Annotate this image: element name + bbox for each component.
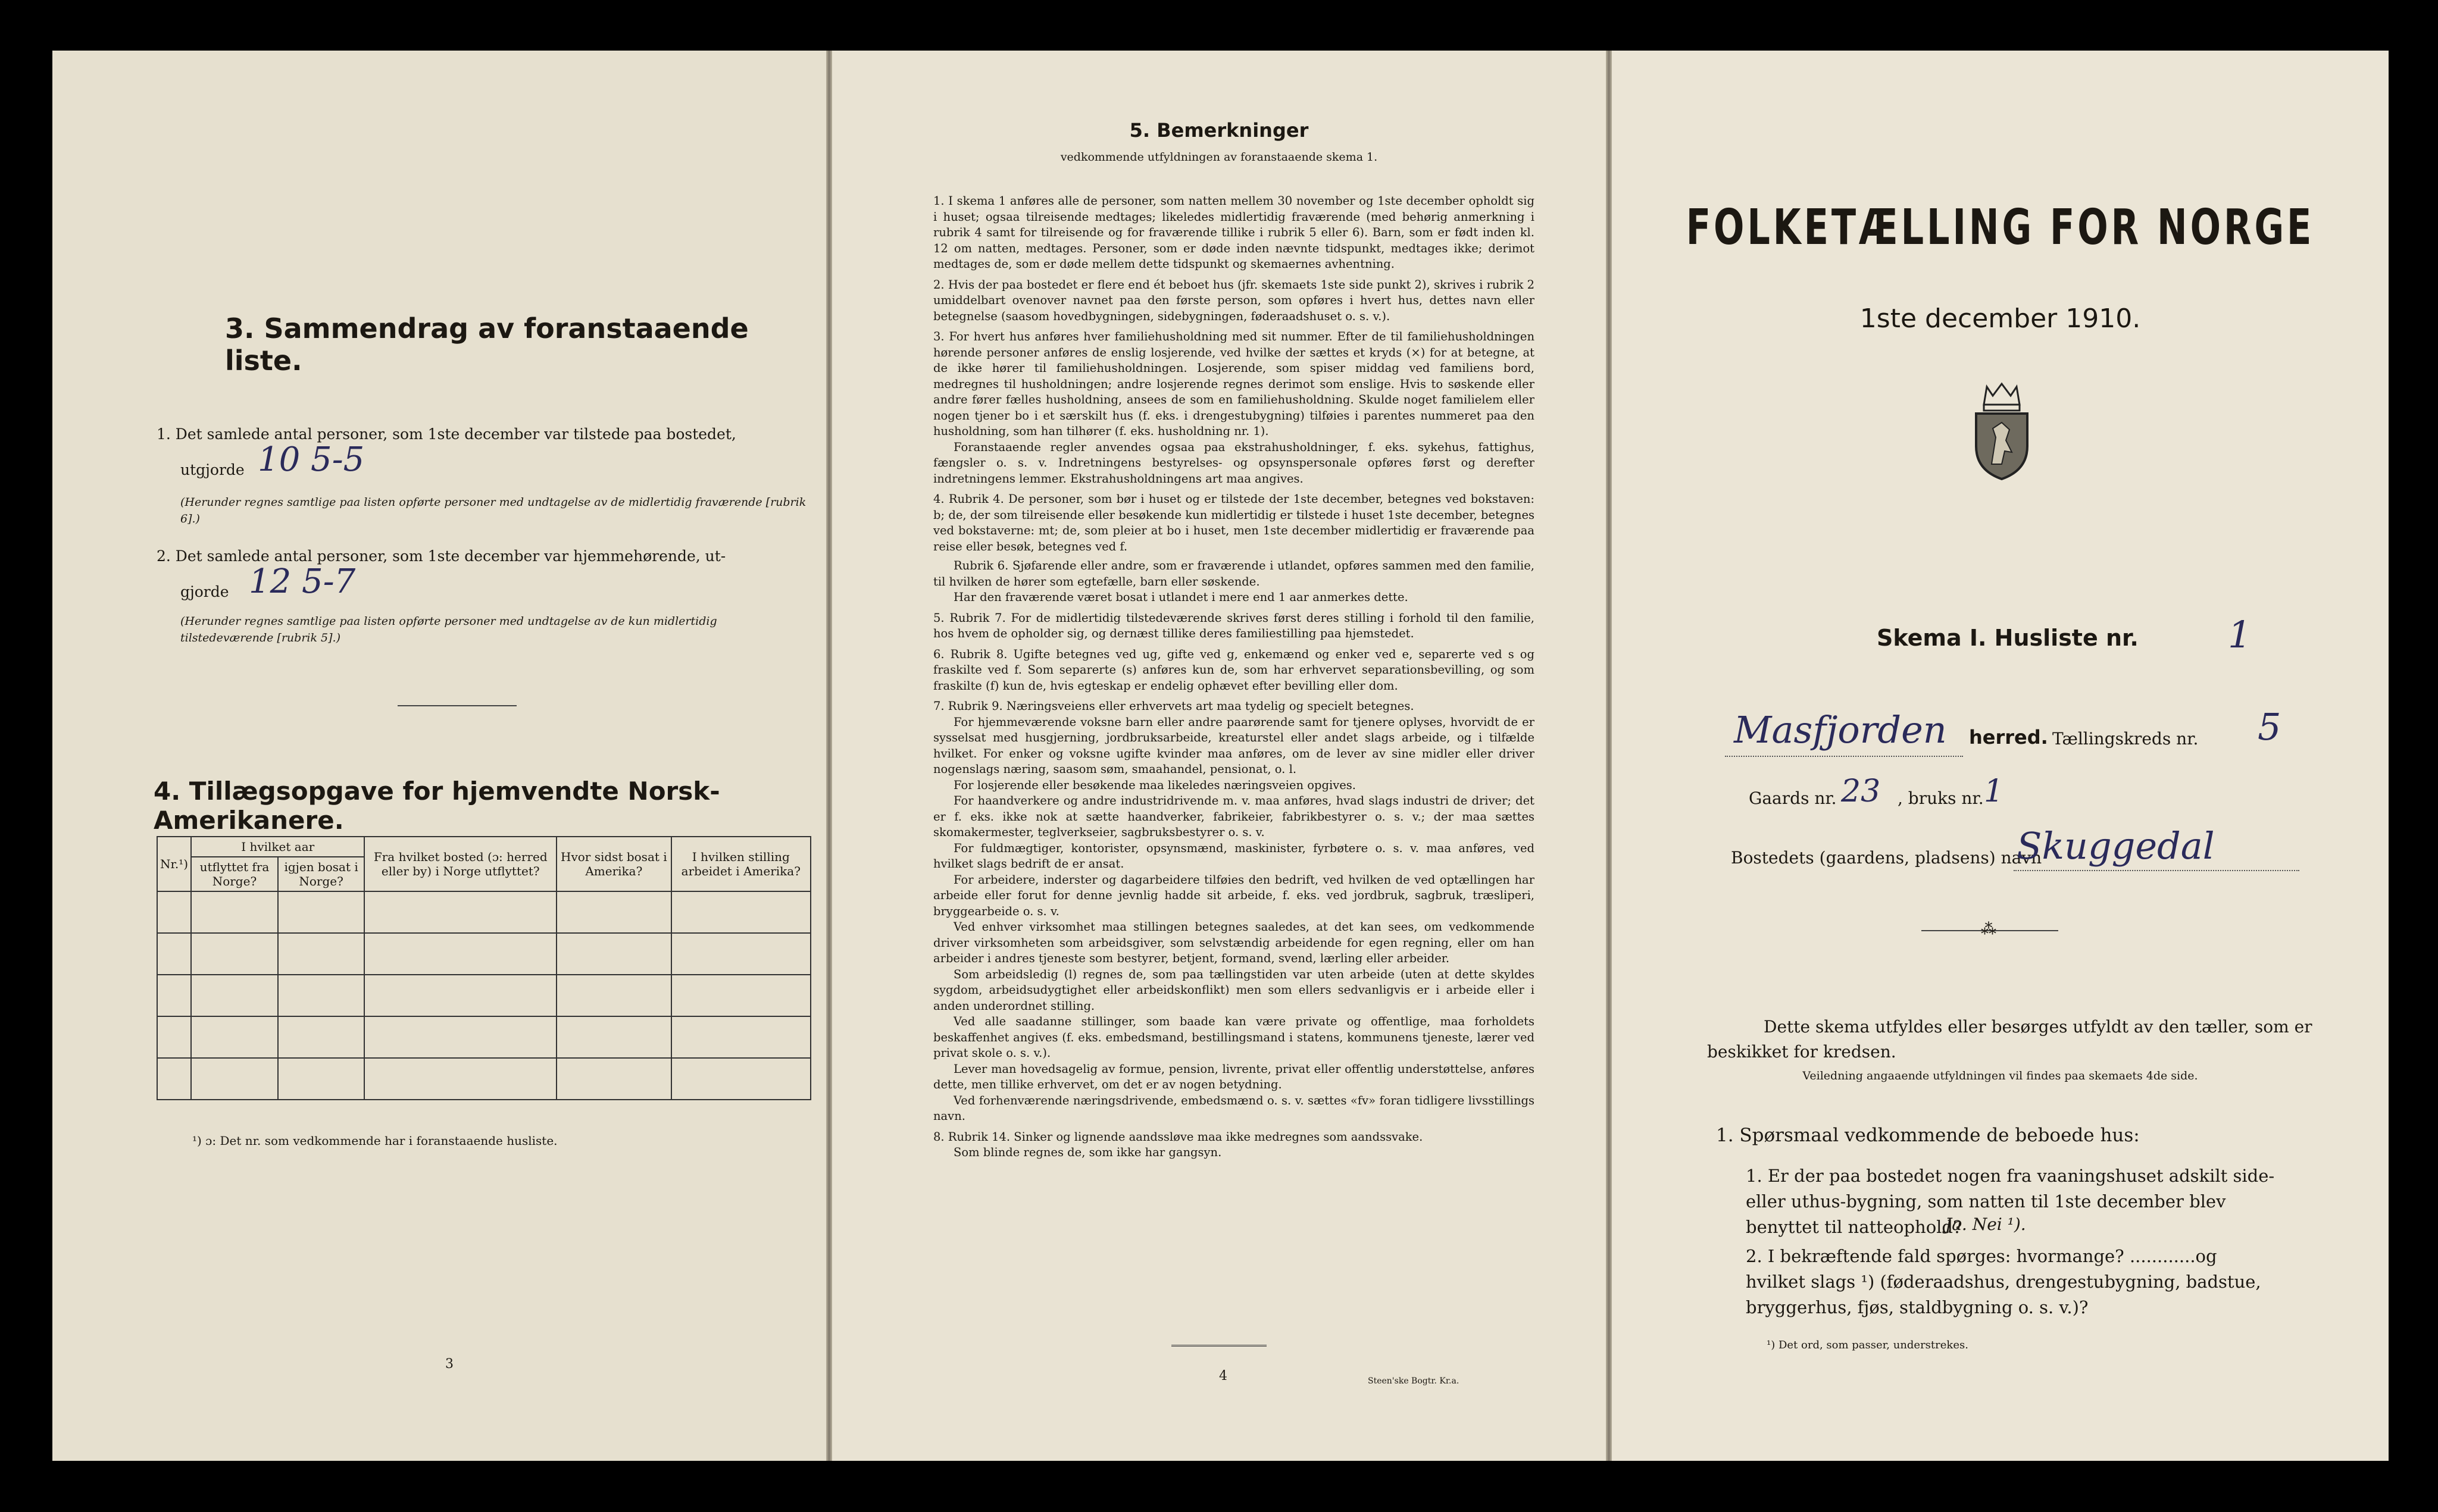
remark-paragraph: Ved forhenværende næringsdrivende, embedsmænd o. s. v. sættes «fv» foran tidligere livsstillings navn. — [933, 1093, 1534, 1123]
page-3 — [52, 51, 826, 1461]
bruks-value: 1 — [1984, 774, 2004, 809]
cover-intro: Dette skema utfyldes eller besørges utfyldt av den tæller, som er beskikket for kredsen. — [1707, 1017, 2312, 1062]
table-row — [157, 1016, 811, 1058]
col-amerika: Hvor sidst bosat i Amerika? — [557, 837, 671, 891]
page-fold — [826, 51, 832, 1461]
kreds-value: 5 — [2258, 705, 2281, 749]
page-4 — [832, 51, 1606, 1461]
table-row — [157, 891, 811, 933]
page-fold — [1606, 51, 1612, 1461]
question-2: 2. I bekræftende fald spørges: hvormange? ............og hvilket slags ¹) (føderaadshus, drengestubygning, badstue, bryggerhus, fjøs, staldbygning o. s. v.)? — [1746, 1246, 2261, 1317]
remark-paragraph: 4. Rubrik 4. De personer, som bør i huset og er tilstede der 1ste december, betegnes ved bokstaven: b; de, der som tilreisende eller besøkende kun midlertidig er tilstede i huset 1ste december, betegnes ved bokstaverne: mt; de, som pleier at bo i huset, men 1ste december midlertidig er fraværende paa reise eller besøk, betegnes ved f. — [933, 492, 1534, 553]
herred-value: Masfjorden — [1734, 708, 1947, 752]
remark-paragraph: For fuldmægtiger, kontorister, opsynsmænd, maskinister, fyrbøtere o. s. v. maa anføres, ved hvilket slags bedrift de er ansat. — [933, 841, 1534, 871]
remark-paragraph: 5. Rubrik 7. For de midlertidig tilstedeværende skrives først deres stilling i forhold til den familie, hos hvem de opholder sig, og dernæst tillike deres familiestilling paa hjemstedet. — [933, 611, 1534, 640]
col-nr: Nr.¹) — [157, 837, 191, 891]
item1-text: 1. Det samlede antal personer, som 1ste december var tilstede paa bostedet, — [157, 425, 736, 443]
printer-mark: Steen'ske Bogtr. Kr.a. — [1368, 1376, 1459, 1386]
cover-title: FOLKETÆLLING FOR NORGE — [1686, 199, 2315, 256]
gaards-label: Gaards nr. — [1749, 788, 1837, 808]
coat-of-arms-icon — [1969, 381, 2034, 482]
footnote: ¹) ɔ: Det nr. som vedkommende har i foranstaaende husliste. — [192, 1134, 558, 1148]
cover-footnote: ¹) Det ord, som passer, understrekes. — [1767, 1339, 1968, 1351]
item1-prefix: utgjorde — [180, 461, 245, 478]
page-number: 3 — [445, 1357, 454, 1372]
remark-paragraph: 6. Rubrik 8. Ugifte betegnes ved ug, gifte ved g, enkemænd og enker ved e, separerte ved s og fraskilte ved f. Som separerte (s) anføres kun de, som har erhvervet separationsbevilling, og som fraskilte (f) kun de, hvis egteskap er endelig ophævet efter bevilling eller dom. — [933, 647, 1534, 693]
item2-note: (Herunder regnes samtlige paa listen opførte personer med undtagelse av de kun midlertidig tilstedeværende [rubrik 5].) — [180, 615, 717, 644]
gaards-value: 23 — [1841, 774, 1881, 809]
remark-paragraph: Har den fraværende været bosat i utlandet i mere end 1 aar anmerkes dette. — [954, 590, 1408, 604]
remark-paragraph: Ved enhver virksomhet maa stillingen betegnes saaledes, at det kan sees, om vedkommende driver virksomheten som arbeidsgiver, som selvstændig arbeidende for egen regning, eller om han arbeider i andres tjeneste som bestyrer, betjent, formand, svend, lærling eller arbeider. — [933, 920, 1534, 965]
question-1: 1. Er der paa bostedet nogen fra vaaningshuset adskilt side- eller uthus-bygning, som natten til 1ste december blev benyttet til natteophold? — [1746, 1166, 2275, 1237]
remarks-subtitle: vedkommende utfyldningen av foranstaaende skema 1. — [1060, 151, 1378, 164]
bosted-value: Skuggedal — [2017, 824, 2215, 868]
remark-paragraph: 8. Rubrik 14. Sinker og lignende aandssløve maa ikke medregnes som aandssvake. — [933, 1129, 1423, 1144]
table-row — [157, 1058, 811, 1100]
item2-value: 12 5-7 — [249, 562, 356, 601]
remark-paragraph: Som arbeidsledig (l) regnes de, som paa tællingstiden var uten arbeide (uten at dette skyldes sygdom, arbeidsudygtighet eller arbeidskonflikt) men som ellers sedvanligvis er i arbeide eller i anden underordnet stilling. — [933, 967, 1534, 1013]
cover-veiledning: Veiledning angaaende utfyldningen vil findes paa skemaets 4de side. — [1802, 1069, 2198, 1082]
cover-date: 1ste december 1910. — [1859, 303, 2141, 334]
herred-label: herred. — [1969, 726, 2048, 749]
remark-paragraph: Ved alle saadanne stillinger, som baade kan være private og offentlige, maa forholdets beskaffenhet angives (f. eks. embedsmand, bestillingsmand i statens, kommunens tjeneste, lærer ved privat skole o. s. v.). — [933, 1015, 1534, 1060]
questions-heading: 1. Spørsmaal vedkommende de beboede hus: — [1716, 1125, 2140, 1146]
col-stilling: I hvilken stilling arbeidet i Amerika? — [671, 837, 811, 891]
bosted-line — [2014, 867, 2299, 871]
remark-paragraph: For losjerende eller besøkende maa likeledes næringsveien opgives. — [954, 778, 1356, 792]
item2-text: 2. Det samlede antal personer, som 1ste december var hjemmehørende, ut- — [157, 547, 726, 565]
col-bosted: Fra hvilket bosted (ɔ: herred eller by) i Norge utflyttet? — [364, 837, 557, 891]
remarks-title: 5. Bemerkninger — [1129, 119, 1309, 142]
kreds-label: Tællingskreds nr. — [2052, 729, 2199, 749]
ornament-icon: ⁂ — [1981, 921, 1996, 938]
item2-prefix: gjorde — [180, 583, 229, 600]
remark-paragraph: Lever man hovedsagelig av formue, pension, livrente, privat eller offentlig understøttelse, anføres dette, men tillike erhvervet, om det er av nogen betydning. — [933, 1062, 1534, 1091]
cover-page — [1612, 51, 2389, 1461]
remarks-body — [933, 193, 1534, 1161]
remark-paragraph: For hjemmeværende voksne barn eller andre paarørende samt for tjenere oplyses, hvorvidt de er sysselsat med husgjerning, jordbruksarbeide, kreaturstel eller andet slags arbeide, og i tilfælde hvilket. For enker og voksne ugifte kvinder maa anføres, om de lever av sine midler eller driver nogenslags næring, saasom søm, smaahandel, pensionat, o. l. — [933, 715, 1534, 776]
schema-label: Skema I. Husliste nr. — [1877, 625, 2139, 651]
remark-paragraph: Foranstaaende regler anvendes ogsaa paa ekstrahusholdninger, f. eks. sykehus, fattighus, fængsler o. s. v. Indretningens bestyrelses- og opsynspersonale opføres først og derefter indretningens lemmer. Ekstrahusholdningens art maa angives. — [933, 440, 1534, 486]
question-1-answer: Ja. Nei ¹). — [1945, 1214, 2026, 1234]
remark-paragraph: Rubrik 6. Sjøfarende eller andre, som er fraværende i utlandet, opføres sammen med den familie, til hvilken de hører som egtefælle, barn eller søskende. — [933, 559, 1534, 588]
remark-paragraph: 7. Rubrik 9. Næringsveiens eller erhvervets art maa tydelig og specielt betegnes. — [933, 699, 1414, 713]
col-aar: I hvilket aar — [191, 837, 364, 857]
bruks-label: , bruks nr. — [1898, 788, 1984, 808]
norsk-amerikaner-table — [157, 836, 811, 1100]
remark-paragraph: Som blinde regnes de, som ikke har gangsyn. — [954, 1145, 1222, 1159]
bosted-label: Bostedets (gaardens, pladsens) navn — [1731, 848, 2042, 868]
remark-paragraph: For arbeidere, inderster og dagarbeidere tilføies den bedrift, ved hvilken de ved optællingen har arbeide eller forut for denne jevnlig hadde sit arbeide, f. eks. ved jordbruk, sagbruk, træsliperi, bryggearbeide o. s. v. — [933, 872, 1534, 918]
remark-paragraph: For haandverkere og andre industridrivende m. v. maa anføres, hvad slags industri de driver; det er f. eks. ikke nok at sætte haandverker, fabrikeier, fabrikbestyrer o. s. v.; der maa sættes skomakermester, teglverkseier, sagbruksbestyrer o. s. v. — [933, 794, 1534, 839]
item1-value: 10 5-5 — [258, 440, 365, 479]
divider — [398, 705, 517, 706]
section4-title: 4. Tillægsopgave for hjemvendte Norsk-Amerikanere. — [154, 777, 720, 835]
table-row — [157, 975, 811, 1016]
remark-paragraph: 1. I skema 1 anføres alle de personer, som natten mellem 30 november og 1ste december opholdt sig i huset; ogsaa tilreisende medtages; likeledes midlertidig fraværende (med behørig anmerkning i rubrik 4 samt for tilreisende og for fraværende tillike i rubrik 5 eller 6). Barn, som er født inden kl. 12 om natten, medtages. Personer, som er døde inden nævnte tidspunkt, medtages ikke; derimot medtages de, som er døde mellem dette tidspunkt og skemaernes avhentning. — [933, 194, 1534, 271]
col-utflyttet: utflyttet fra Norge? — [191, 857, 278, 891]
section3-title: 3. Sammendrag av foranstaaende liste. — [225, 312, 749, 377]
item1-note: (Herunder regnes samtlige paa listen opførte personer med undtagelse av de midlertidig fraværende [rubrik 6].) — [180, 496, 807, 525]
herred-line — [1725, 753, 1963, 757]
page-number: 4 — [1219, 1369, 1227, 1383]
remark-paragraph: 3. For hvert hus anføres hver familiehusholdning med sit nummer. Efter de til familiehusholdningen hørende personer anføres de enslig losjerende, ved hvilke der sættes et kryds (×) for at betegne, at de ikke hører til familiehusholdningen. Losjerende, som spiser middag ved familiens bord, medregnes til husholdningen; andre losjerende regnes derimot som enslige. Hvis to søskende eller andre fører fælles husholdning, ansees de som en familiehusholdning. Skulde noget familielem eller nogen tjener bo i et særskilt hus (f. eks. i drengestubygning) tilføies i parentes nummeret paa den husholdning, som han tilhører (f. eks. husholdning nr. 1). — [933, 330, 1534, 438]
col-igjen: igjen bosat i Norge? — [278, 857, 365, 891]
divider — [1171, 1345, 1267, 1347]
table-row — [157, 933, 811, 975]
remark-paragraph: 2. Hvis der paa bostedet er flere end ét beboet hus (jfr. skemaets 1ste side punkt 2), skrives i rubrik 2 umiddelbart ovenover navnet paa den første person, som opføres i hvert hus, dettes navn eller betegnelse (saasom hovedbygningen, sidebygningen, føderaadshuset o. s. v.). — [933, 277, 1534, 323]
husliste-nr: 1 — [2228, 613, 2252, 656]
